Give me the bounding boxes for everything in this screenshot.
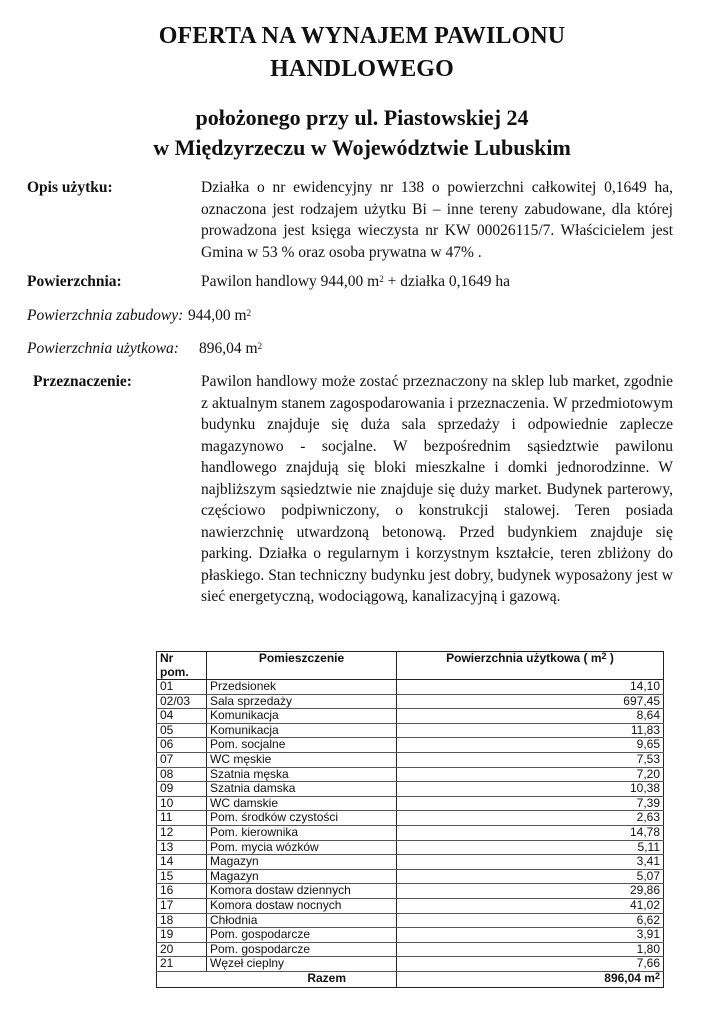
room-area: 3,91: [397, 928, 664, 943]
superscript: 2: [601, 651, 607, 661]
room-number: 20: [157, 942, 207, 957]
room-name: Magazyn: [207, 855, 397, 870]
room-area: 7,53: [397, 752, 664, 767]
table-row: [157, 840, 664, 855]
room-area: 7,66: [397, 957, 664, 972]
table-row: [157, 767, 664, 782]
opis-label: Opis użytku:: [27, 179, 113, 196]
uzytkowa-value: [199, 338, 671, 360]
table-row: [157, 869, 664, 884]
superscript: 2: [257, 341, 263, 351]
room-name: WC damskie: [207, 796, 397, 811]
room-name: Pom. socjalne: [207, 738, 397, 753]
header-area-text: Powierzchnia użytkowa ( m: [446, 651, 602, 665]
table-row: [157, 709, 664, 724]
room-name: Przedsionek: [207, 680, 397, 695]
header-area: [397, 652, 664, 680]
room-area: 11,83: [397, 723, 664, 738]
header-nr: [157, 652, 207, 680]
table-row: [157, 825, 664, 840]
table-total-row: [157, 971, 664, 987]
room-number: 12: [157, 825, 207, 840]
room-name: Pom. mycia wózków: [207, 840, 397, 855]
room-number: 15: [157, 869, 207, 884]
room-name: Pom. gospodarcze: [207, 928, 397, 943]
room-area: 6,62: [397, 913, 664, 928]
table-row: [157, 942, 664, 957]
table-row: [157, 913, 664, 928]
room-area: 14,10: [397, 680, 664, 695]
header-room: Pomieszczenie: [207, 652, 397, 680]
table-row: [157, 796, 664, 811]
przeznaczenie-text: Pawilon handlowy może zostać przeznaczony na sklep lub market, zgodnie z aktualnym stanem zagospodarowania i przeznaczenia. W przedmiotowym budynku znajduje się duża sala sprzedaży i odpowiednie zaplecze magazynowo - socjalne. W bezpośrednim sąsiedztwie pawilonu handlowego znajdują się bloki mieszkalne i domki jednorodzinne. W najbliższym sąsiedztwie nie znajduje się duży market. Budynek parterowy, częściowo podpiwniczony, o konstrukcji stalowej. Teren posiada nawierzchnię utwardzoną betonową. Przed budynkiem znajduje się parking. Działka o regularnym i korzystnym kształcie, teren zbliżony do płaskiego. Stan techniczny budynku jest dobry, budynek wyposażony jest w sieć energetyczną, wodociągową, kanalizacyjną i gazową.: [201, 373, 673, 605]
room-area: 1,80: [397, 942, 664, 957]
room-name: Magazyn: [207, 869, 397, 884]
room-number: 09: [157, 782, 207, 797]
room-name: Chłodnia: [207, 913, 397, 928]
zabudowy-label: Powierzchnia zabudowy:: [27, 307, 184, 324]
room-number: 17: [157, 898, 207, 913]
room-number: 04: [157, 709, 207, 724]
table-row: [157, 723, 664, 738]
header-nr-line2: pom.: [160, 664, 189, 679]
room-number: 01: [157, 680, 207, 695]
superscript: 2: [379, 274, 384, 284]
room-number: 18: [157, 913, 207, 928]
document-title-line1: OFERTA NA WYNAJEM PAWILONU: [158, 23, 566, 49]
room-number: 06: [157, 738, 207, 753]
room-name: Pom. gospodarcze: [207, 942, 397, 957]
rooms-table: [156, 651, 664, 988]
powierzchnia-text: Pawilon handlowy 944,00 m: [201, 273, 380, 290]
room-name: WC męskie: [207, 752, 397, 767]
room-area: 14,78: [397, 825, 664, 840]
powierzchnia-label: Powierzchnia:: [27, 273, 122, 290]
room-number: 08: [157, 767, 207, 782]
table-row: [157, 898, 664, 913]
room-name: Pom. środków czystości: [207, 811, 397, 826]
table-row: [157, 928, 664, 943]
room-number: 16: [157, 884, 207, 899]
document-subtitle-line2: w Międzyrzeczu w Województwie Lubuskim: [153, 135, 571, 160]
table-row: [157, 811, 664, 826]
room-area: 3,41: [397, 855, 664, 870]
table-row: [157, 694, 664, 709]
room-number: 02/03: [157, 694, 207, 709]
room-name: Komunikacja: [207, 709, 397, 724]
room-name: Szatnia męska: [207, 767, 397, 782]
room-area: 41,02: [397, 898, 664, 913]
room-area: 7,39: [397, 796, 664, 811]
table-header-row: [157, 652, 664, 680]
table-row: [157, 752, 664, 767]
zabudowy-number: 944,00 m: [188, 307, 247, 324]
room-area: 29,86: [397, 884, 664, 899]
uzytkowa-number: 896,04 m: [199, 340, 258, 357]
opis-text: Działka o nr ewidencyjny nr 138 o powierzchni całkowitej 0,1649 ha, oznaczona jest rodzajem użytku Bi – inne tereny zabudowane, dla której prowadzona jest księga wieczysta nr KW 00026115/7. Właścicielem jest Gmina w 53 % oraz osoba prywatna w 47% .: [201, 179, 673, 261]
room-area: 10,38: [397, 782, 664, 797]
total-number: 896,04 m: [604, 970, 655, 985]
przeznaczenie-label: Przeznaczenie:: [33, 373, 132, 390]
room-number: 10: [157, 796, 207, 811]
superscript: 2: [246, 308, 252, 318]
room-number: 19: [157, 928, 207, 943]
table-row: [157, 738, 664, 753]
powierzchnia-text-after: + działka 0,1649 ha: [383, 273, 510, 290]
zabudowy-value: [188, 305, 660, 327]
room-number: 05: [157, 723, 207, 738]
room-name: Pom. kierownika: [207, 825, 397, 840]
total-value: [397, 971, 664, 987]
table-row: [157, 884, 664, 899]
room-name: Węzeł cieplny: [207, 957, 397, 972]
document-title-line2: HANDLOWEGO: [270, 56, 454, 82]
room-area: 5,07: [397, 869, 664, 884]
table-row: [157, 855, 664, 870]
room-number: 11: [157, 811, 207, 826]
uzytkowa-label: Powierzchnia użytkowa:: [27, 340, 179, 357]
room-name: Komora dostaw dziennych: [207, 884, 397, 899]
room-number: 07: [157, 752, 207, 767]
table-row: [157, 782, 664, 797]
total-label: Razem: [157, 971, 397, 987]
table-row: [157, 957, 664, 972]
room-area: 697,45: [397, 694, 664, 709]
room-area: 5,11: [397, 840, 664, 855]
room-name: Komora dostaw nocnych: [207, 898, 397, 913]
superscript: 2: [654, 970, 660, 981]
room-number: 13: [157, 840, 207, 855]
table-row: [157, 680, 664, 695]
room-area: 9,65: [397, 738, 664, 753]
powierzchnia-value: [201, 271, 673, 293]
room-area: 7,20: [397, 767, 664, 782]
room-area: 8,64: [397, 709, 664, 724]
header-area-close: ): [606, 651, 614, 665]
room-number: 14: [157, 855, 207, 870]
room-area: 2,63: [397, 811, 664, 826]
room-name: Szatnia damska: [207, 782, 397, 797]
header-nr-line1: Nr: [160, 651, 174, 665]
room-number: 21: [157, 957, 207, 972]
room-name: Sala sprzedaży: [207, 694, 397, 709]
room-name: Komunikacja: [207, 723, 397, 738]
document-subtitle-line1: położonego przy ul. Piastowskiej 24: [195, 105, 529, 130]
